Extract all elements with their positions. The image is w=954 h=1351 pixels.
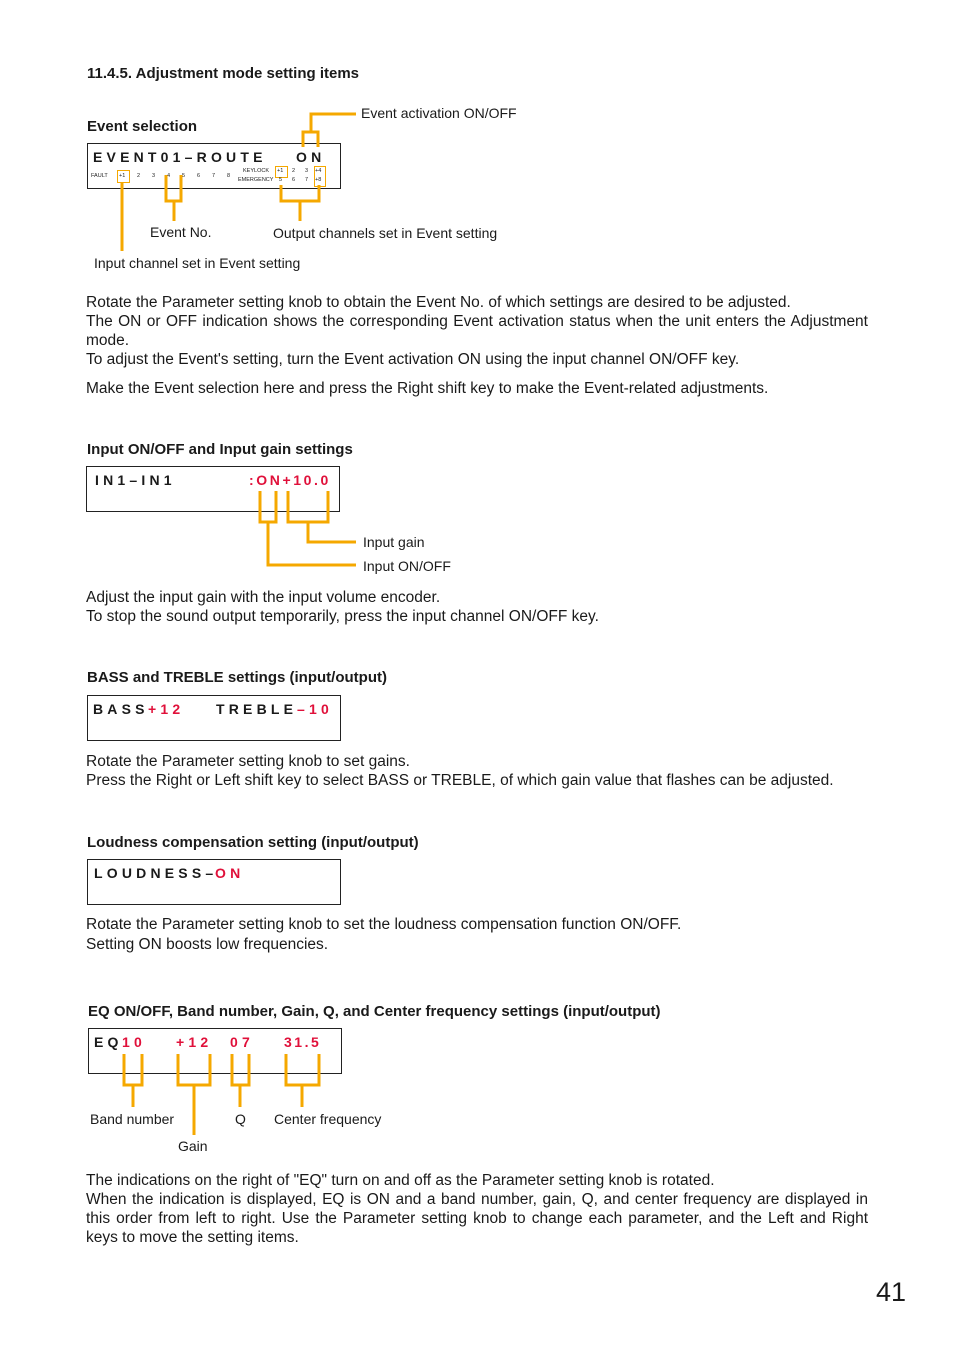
event-para2: Make the Event selection here and press the Right shift key to make the Event-related adjustments. xyxy=(86,380,769,397)
loudness-lcd-value: ON xyxy=(215,865,245,881)
label-input-gain: Input gain xyxy=(363,534,425,550)
eq-gain-value: +12 xyxy=(176,1034,213,1050)
label-center-frequency: Center frequency xyxy=(274,1111,382,1127)
loudness-para-line2: Setting ON boosts low frequencies. xyxy=(86,936,329,953)
treble-lcd-label: TREBLE xyxy=(216,701,298,717)
event-para-line1: Rotate the Parameter setting knob to obtain the Event No. of which settings are desired to be adjusted. xyxy=(86,294,791,311)
input-lcd-text: IN1–IN1 xyxy=(95,472,176,488)
in-ch-8: 8 xyxy=(227,173,231,179)
out-ch-2: 2 xyxy=(292,168,296,174)
out-ch-8: +8 xyxy=(315,177,322,183)
section-title: 11.4.5. Adjustment mode setting items xyxy=(87,65,360,82)
keylock-label: KEYLOCK xyxy=(243,168,269,174)
event-heading: Event selection xyxy=(87,118,198,135)
loudness-lcd-label: LOUDNESS– xyxy=(94,865,218,881)
fault-label: FAULT xyxy=(91,173,108,179)
loudness-para-line1: Rotate the Parameter setting knob to set the loudness compensation function ON/OFF. xyxy=(86,916,682,933)
input-para-line1: Adjust the input gain with the input volume encoder. xyxy=(86,589,441,606)
eq-para-line2: When the indication is displayed, EQ is ON and a band number, gain, Q, and center frequency are displayed in this order from left to right. Use the Parameter setting knob to change each parameter, and the Left and Right keys to move the setting items. xyxy=(86,1191,868,1246)
label-event-activation: Event activation ON/OFF xyxy=(361,105,517,121)
out-ch-5: 5 xyxy=(279,177,283,183)
bass-heading: BASS and TREBLE settings (input/output) xyxy=(87,669,387,686)
label-band-number: Band number xyxy=(90,1111,175,1127)
in-ch-7: 7 xyxy=(212,173,216,179)
input-heading: Input ON/OFF and Input gain settings xyxy=(87,441,353,458)
out-ch-7: 7 xyxy=(305,177,309,183)
bass-lcd-value: +12 xyxy=(148,701,185,717)
eq-q-value: 07 xyxy=(230,1034,254,1050)
label-gain: Gain xyxy=(178,1138,208,1154)
event-lcd-on: ON xyxy=(296,149,326,165)
eq-para-line1: The indications on the right of "EQ" turn on and off as the Parameter setting knob is rotated. xyxy=(86,1172,715,1189)
out-ch-3: 3 xyxy=(305,168,309,174)
bass-para-line2: Press the Right or Left shift key to select BASS or TREBLE, of which gain value that flashes can be adjusted. xyxy=(86,772,834,789)
eq-freq-value: 31.5 xyxy=(284,1034,322,1050)
page-number: 41 xyxy=(876,1277,907,1307)
eq-lcd-label: EQ xyxy=(94,1034,123,1050)
input-para-line2: To stop the sound output temporarily, press the input channel ON/OFF key. xyxy=(86,608,599,625)
emergency-label: EMERGENCY xyxy=(238,177,274,183)
in-ch-2: 2 xyxy=(137,173,141,179)
label-input-onoff: Input ON/OFF xyxy=(363,558,451,574)
eq-heading: EQ ON/OFF, Band number, Gain, Q, and Center frequency settings (input/output) xyxy=(88,1003,661,1020)
bass-lcd-label: BASS xyxy=(93,701,149,717)
input-lcd-value: :ON+10.0 xyxy=(249,472,331,488)
in-ch-5: 5 xyxy=(182,173,186,179)
label-input-channel: Input channel set in Event setting xyxy=(94,255,301,271)
in-ch-1: +1 xyxy=(119,173,126,179)
in-ch-4: 4 xyxy=(167,173,171,179)
out-ch-6: 6 xyxy=(292,177,296,183)
out-ch-4: +4 xyxy=(315,168,322,174)
event-para-line2: The ON or OFF indication shows the corresponding Event activation status when the unit enters the Adjustment mode. xyxy=(86,313,868,349)
label-output-channels: Output channels set in Event setting xyxy=(273,225,498,241)
event-lcd-text: EVENT01–ROUTE xyxy=(93,149,267,165)
label-q: Q xyxy=(235,1111,246,1127)
eq-band-value: 10 xyxy=(122,1034,146,1050)
in-ch-3: 3 xyxy=(152,173,156,179)
loudness-heading: Loudness compensation setting (input/output) xyxy=(87,834,419,851)
out-ch-1: +1 xyxy=(277,168,284,174)
label-event-no: Event No. xyxy=(150,224,212,240)
bass-para-line1: Rotate the Parameter setting knob to set gains. xyxy=(86,753,410,770)
event-para-line3: To adjust the Event's setting, turn the Event activation ON using the input channel ON/OFF key. xyxy=(86,351,740,368)
in-ch-6: 6 xyxy=(197,173,201,179)
treble-lcd-value: –10 xyxy=(297,701,333,717)
